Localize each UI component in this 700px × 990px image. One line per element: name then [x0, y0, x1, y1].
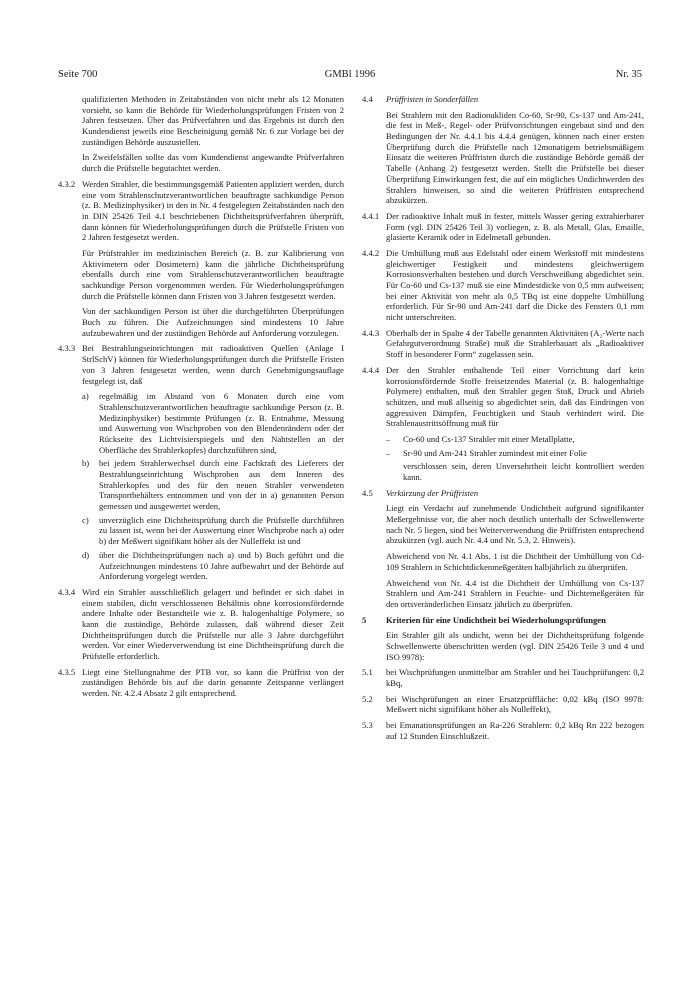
paragraph: Liegt eine Stellungnahme der PTB vor, so kann die Prüffrist von der zuständigen Behörde bis auf die darin genannte Zeitspanne verlängert werden. Nr. 4.2.4 Absatz 2 gilt entsprechend.	[82, 666, 344, 699]
paragraph: Ein Strahler gilt als undicht, wenn bei der Dichtheitsprüfung folgende Schwellenwerte überschritten werden (vgl. DIN 25426 Teile 3 und 4 und ISO 9978):	[386, 630, 644, 662]
list-item	[82, 515, 344, 547]
section-number: 4.4.3	[362, 327, 380, 338]
paragraph: Die Umhüllung muß aus Edelstahl oder einem Werkstoff mit mindestens gleichwertiger Festigkeit und mindestens gleichwertigem Korrosionsverhalten bestehen und durch Verschweißung abgedichtet sein. Für Co-60 und Cs-137 muß sie eine Mindestdicke von 0,5 mm aufweisen; bei einer Aktivität von mehr als 0,5 TBq ist eine doppelte Umhüllung erforderlich. Für Sr-90 und Am-241 darf die Dicke des Fensters 0,1 mm nicht unterschreiten.	[386, 247, 644, 323]
paragraph: verschlossen sein, deren Unversehrtheit leicht kontrolliert werden kann.	[403, 461, 644, 482]
section-number: 4.4.1	[362, 210, 380, 221]
section-title: Prüffristen in Sonderfällen	[386, 94, 479, 104]
section-number: 5.3	[362, 720, 373, 731]
intro-block	[82, 94, 344, 174]
section-number: 4.3.3	[58, 343, 76, 354]
section-number: 4.3.5	[58, 666, 76, 677]
section-number: 5.1	[362, 667, 373, 678]
section-number: 4.3.2	[58, 178, 76, 189]
list-text: bei jedem Strahlerwechsel durch eine Fachkraft des Lieferers der Bestrahlungseinrichtung Wischproben aus dem Inneren des Strahlerkopfes und des für den neuen Strahler verwendeten Transportbehälters entnommen und von der in a) genannten Person gemessen und ausgewertet werden,	[99, 458, 344, 512]
section-number: 4.4.4	[362, 364, 380, 375]
section-number: 4.3.4	[58, 586, 76, 597]
left-column	[58, 94, 344, 704]
page-number: Seite 700	[58, 69, 98, 80]
dash-label: –	[386, 447, 391, 458]
paragraph: Für Prüfstrahler im medizinischen Bereich (z. B. zur Kalibrierung von Aktivimetern oder Dosimetern) kann die jährliche Dichtheitsprüfung ebenfalls durch eine vom Strahlenschutzverantwortlichen beauftragte sachkundige Person vorgenommen werden. Für Wiederholungsprüfungen durch die Prüfstelle können dann Fristen von 3 Jahren festgesetzt werden.	[82, 247, 344, 301]
section-4-3-2	[58, 179, 344, 339]
dash-text: Co-60 und Cs-137 Strahler mit einer Metallplatte,	[403, 433, 575, 444]
paragraph: Der radioaktive Inhalt muß in fester, mittels Wasser gering extrahierbarer Form (vgl. DIN 25426 Teil 3) vorliegen, z. B. als Metall, Glas, Emaille, glasierte Keramik oder in Edelmetall gebunden.	[386, 210, 644, 243]
section-number: 4.4.2	[362, 247, 380, 258]
section-4-4	[362, 94, 644, 206]
section-number: 4.4	[362, 94, 373, 104]
list-label: a)	[82, 391, 89, 402]
list-item	[82, 391, 344, 455]
dash-item	[386, 434, 644, 445]
issue-number: Nr. 35	[615, 69, 642, 80]
section-number: 4.5	[362, 487, 373, 498]
list-label: d)	[82, 549, 90, 560]
list-text: unverzüglich eine Dichtheitsprüfung durch die Prüfstelle durchführen zu lassen ist, wenn bei der Auswertung einer Wischprobe nach a) oder b) der Meßwert signifikant höher als der Nulleffekt ist und	[99, 514, 344, 547]
section-4-3-3	[58, 343, 344, 581]
paragraph: Abweichend von Nr. 4.4 ist die Dichtheit der Umhüllung von Cs-137 Strahlern und Am-241 Strahlern in Feuchte- und Dichtemeßgeräten für den ortsveränderlichen Einsatz jährlich zu überprüfen.	[386, 577, 644, 609]
section-4-3-5	[58, 667, 344, 699]
list-label: c)	[82, 514, 89, 525]
section-4-4-4	[362, 365, 644, 483]
section-4-4-3	[362, 328, 644, 360]
list-text: regelmäßig im Abstand von 6 Monaten durch eine vom Strahlenschutzverantwortlichen beauftragte sachkundige Person (z. B. Medizinphysiker) bestimmte Prüfungen (z. B. Entnahme, Messung und Auswertung von Wischproben von den Blendenrändern oder der Rückseite des Lichtvisierspiegels und den Nahtstellen an der Oberfläche des Strahlerkopfes) durchzuführen sind,	[99, 391, 344, 455]
paragraph: Oberhalb der in Spalte 4 der Tabelle genannten Aktivitäten (A₂-Werte nach Gefahrgutverordnung Straße) muß die Strahlerbauart als „Radioaktiver Stoff in besonderer Form“ zugelassen sein.	[386, 327, 644, 360]
right-column	[362, 94, 644, 746]
paragraph: bei Wischprüfungen unmittelbar am Strahler und bei Tauchprüfungen: 0,2 kBq,	[386, 667, 644, 688]
list-text: über die Dichtheitsprüfungen nach a) und b) Buch geführt und die Aufzeichnungen mindestens 10 Jahre aufbewahrt und der Behörde auf Anforderung vorgelegt werden.	[99, 549, 344, 582]
paragraph: Bei Strahlern mit den Radionukliden Co-60, Sr-90, Cs-137 und Am-241, die fest in Meß-, Regel- oder Prüfvorrichtungen eingebaut sind und den Bedingungen der Nr. 4.4.1 bis 4.4.4 genügen, können nach einer ersten Überprüfung durch die Prüfstelle nach 12monatigem betriebsmäßigem Einsatz die weiteren Prüffristen durch die zuständige Behörde gemäß der Tabelle (Anhang 2) festgesetzt werden. Stellt die Prüfstelle bei dieser Überprüfung Einwirkungen fest, die auf ein mögliches Undichtwerden des Strahlers hinweisen, so sind die weiteren Prüffristen entsprechend abzukürzen.	[386, 109, 644, 206]
section-title: Verkürzung der Prüffristen	[386, 487, 479, 498]
dash-item	[386, 448, 644, 459]
paragraph: Liegt ein Verdacht auf zunehmende Undichtheit aufgrund signifikanter Meßergebnisse vor, die aber noch deutlich unterhalb der Schwellenwerte nach Nr. 5 liegen, sind bei Weiterverwendung die Prüffristen entsprechend abzukürzen (vgl. auch Nr. 4.4 und Nr. 5.3, 2. Hinweis).	[386, 503, 644, 546]
list-item	[82, 458, 344, 511]
paragraph: Der den Strahler enthaltende Teil einer Vorrichtung darf kein korrosionsfördernde Stoffe freisetzendes Material (z. B. halogenhaltige Polymere) enthalten, muß den Strahler gegen Stoß, Druck und Abrieb schützen, und muß allseitig so abgedichtet sein, daß das Eindringen von aggressiven Dämpfen, Feuchtigkeit und Staub verhindert wird. Die Strahlenaustrittsöffnung muß für	[386, 364, 644, 429]
list-item	[82, 550, 344, 582]
list-label: b)	[82, 458, 90, 469]
section-5-2	[362, 694, 644, 715]
paragraph: In Zweifelsfällen sollte das vom Kundendienst angewandte Prüfverfahren durch die Prüfstelle begutachtet werden.	[82, 152, 344, 174]
section-4-5	[362, 488, 644, 610]
paragraph: Wird ein Strahler ausschließlich gelagert und befindet er sich dabei in einem stabilen, dicht verschlossenen Behältnis ohne korrosionsfördernde andere Inhalte oder Bestandteile wie z. B. halogenhaltige Polymere, so kann die zuständige, Behörde zulassen, daß während dieser Zeit Dichtheitsprüfungen durch die Prüfstelle nur alle 3 Jahre durchgeführt werden. Vor einer Wiederverwendung ist eine Dichtheitsprüfung durch die Prüfstelle erforderlich.	[82, 586, 344, 661]
paragraph: bei Emanationsprüfungen an Ra-226 Strahlern: 0,2 kBq Rn 222 bezogen auf 12 Stunden Einschlußzeit.	[386, 720, 644, 741]
paragraph: Abweichend von Nr. 4.1 Abs. 1 ist die Dichtheit der Umhüllung von Cd-109 Strahlern in Schichtdickenmeßgeräten halbjährlich zu überprüfen.	[386, 551, 644, 572]
paragraph: Bei Bestrahlungseinrichtungen mit radioaktiven Quellen (Anlage I StrlSchV) können für Wiederholungsprüfungen durch die Prüfstelle Fristen von 3 Jahren festgesetzt werden, wenn durch Genehmigungsauflage festgelegt ist, daß	[82, 343, 344, 386]
section-5-1	[362, 667, 644, 688]
section-4-4-1	[362, 211, 644, 243]
paragraph: Von der sachkundigen Person ist über die durchgeführten Überprüfungen Buch zu führen. Die Aufzeichnungen sind mindestens 10 Jahre aufzubewahren und der zuständigen Behörde auf Anforderung vorzulegen.	[82, 306, 344, 338]
section-4-4-2	[362, 248, 644, 323]
dash-text: Sr-90 und Am-241 Strahler zumindest mit einer Folie	[403, 447, 587, 458]
paragraph: qualifizierten Methoden in Zeitabständen von nicht mehr als 12 Monaten vorsieht, so kann die Behörde für Wiederholungsprüfungen Fristen von 2 Jahren festsetzen. Über das Prüfverfahren und das Ergebnis ist durch den Kundendienst jeweils eine Bescheinigung gemäß Nr. 6 zur Vorlage bei der zuständigen Behörde auszustellen.	[82, 94, 344, 147]
section-number: 5.2	[362, 693, 373, 704]
section-5	[362, 615, 644, 663]
journal-title: GMBl 1996	[324, 69, 376, 80]
section-5-3	[362, 720, 644, 741]
section-4-3-4	[58, 587, 344, 662]
section-number: 5	[362, 614, 367, 625]
section-title: Kriterien für eine Undichtheit bei Wiederholungsprüfungen	[386, 614, 606, 625]
page-header	[58, 69, 642, 85]
paragraph: Werden Strahler, die bestimmungsgemäß Patienten appliziert werden, durch eine vom Strahlenschutzverantwortlichen beauftragte sachkundige Person (z. B. Medizinphysiker) in den in Nr. 4 festgelegten Zeitabständen nach den in DIN 25426 Teil 4.1 beschriebenen Dichtheitsprüfverfahren überprüft, dann können für Wiederholungsprüfungen durch die Prüfstelle Fristen von 2 Jahren festgesetzt werden.	[82, 178, 344, 243]
paragraph: bei Wischprüfungen an einer Ersatzprüffläche: 0,02 kBq (ISO 9978: Meßwert nicht signifikant höher als Nulleffekt),	[386, 693, 644, 715]
dash-label: –	[386, 433, 391, 444]
